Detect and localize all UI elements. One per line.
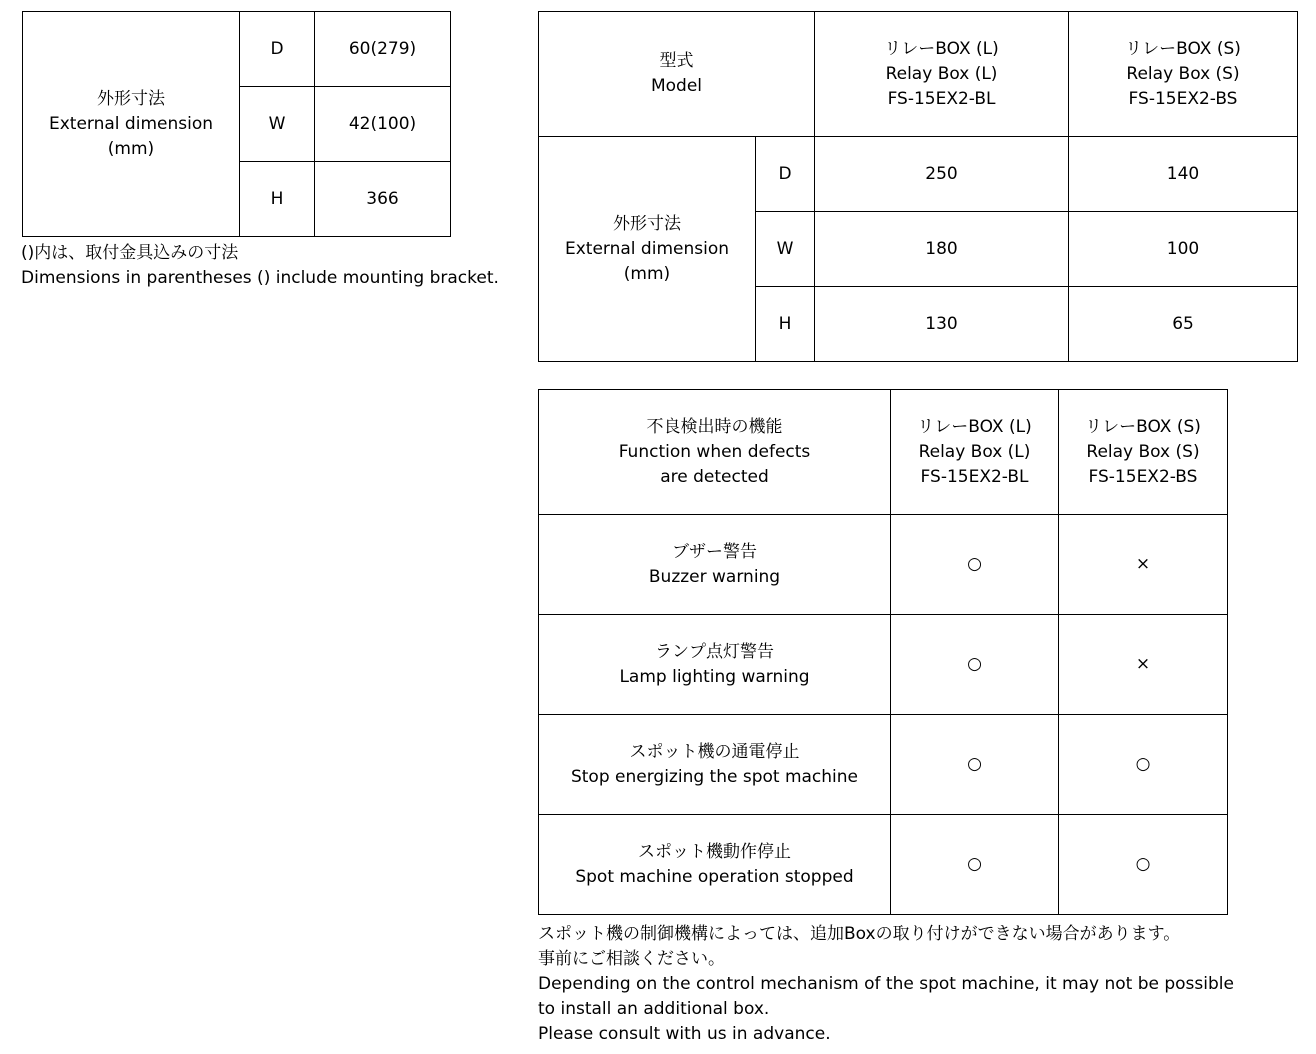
dimension-header-ja: 外形寸法 [97, 88, 165, 109]
function-lamp-en: Lamp lighting warning [619, 666, 810, 687]
note-line-2: 事前にご相談ください。 [538, 949, 725, 969]
function-col-l [891, 390, 1059, 515]
relay-dimension-header-en: External dimension [565, 238, 729, 259]
spot-machine-note [538, 922, 1234, 1047]
function-s-en: Relay Box (S) [1086, 441, 1200, 462]
relay-l-d-value: 250 [815, 137, 1069, 212]
table-row [539, 815, 1228, 915]
model-l-code: FS-15EX2-BL [887, 88, 996, 109]
function-lamp [539, 615, 891, 715]
relay-l-w-value: 180 [815, 212, 1069, 287]
relay-box-dimension-table [538, 11, 1298, 362]
model-s-ja: リレーBOX (S) [1125, 38, 1241, 59]
function-col-s [1059, 390, 1228, 515]
function-lamp-ja: ランプ点灯警告 [655, 641, 774, 662]
function-buzzer-en: Buzzer warning [648, 566, 781, 587]
dimension-header-cell [23, 12, 240, 237]
model-header-s [1069, 12, 1298, 137]
model-l-en: Relay Box (L) [885, 63, 998, 84]
dim-value-d: 60(279) [315, 12, 451, 87]
note-line-3: Depending on the control mechanism of the spot machine, it may not be possible [538, 974, 1234, 994]
bracket-note-ja: ()内は、取付金具込みの寸法 [21, 243, 239, 263]
bracket-note-en: Dimensions in parentheses () include mounting bracket. [21, 268, 499, 288]
note-line-5: Please consult with us in advance. [538, 1024, 831, 1044]
relay-dimension-header-unit: (mm) [623, 263, 671, 284]
function-buzzer-ja: ブザー警告 [672, 541, 757, 562]
table-row [539, 715, 1228, 815]
relay-dim-label-d: D [756, 137, 815, 212]
dim-label-h: H [240, 162, 315, 237]
table-row [539, 515, 1228, 615]
bracket-note [21, 241, 499, 291]
dimension-header-en: External dimension [49, 113, 213, 134]
function-header-en2: are detected [660, 466, 769, 487]
function-l-code: FS-15EX2-BL [920, 466, 1029, 487]
buzzer-s-mark: × [1059, 515, 1228, 615]
function-energizing-ja: スポット機の通電停止 [629, 741, 800, 762]
dimension-header-unit: (mm) [107, 138, 155, 159]
note-line-4: to install an additional box. [538, 999, 770, 1019]
dim-label-d: D [240, 12, 315, 87]
defect-function-table [538, 389, 1228, 915]
note-line-1: スポット機の制御機構によっては、追加Boxの取り付けができない場合があります。 [538, 924, 1181, 944]
function-operation [539, 815, 891, 915]
model-label-cell [539, 12, 815, 137]
function-l-en: Relay Box (L) [918, 441, 1031, 462]
dimension-table-main [22, 11, 451, 237]
energizing-l-mark: ○ [891, 715, 1059, 815]
relay-s-h-value: 65 [1069, 287, 1298, 362]
model-label-en: Model [650, 76, 703, 96]
function-buzzer [539, 515, 891, 615]
operation-s-mark: ○ [1059, 815, 1228, 915]
function-operation-en: Spot machine operation stopped [575, 866, 854, 887]
relay-dim-label-w: W [756, 212, 815, 287]
dim-label-w: W [240, 87, 315, 162]
function-header-en1: Function when defects [618, 441, 811, 462]
model-l-ja: リレーBOX (L) [884, 38, 999, 59]
function-header-ja: 不良検出時の機能 [646, 416, 783, 437]
relay-dim-label-h: H [756, 287, 815, 362]
dim-value-w: 42(100) [315, 87, 451, 162]
function-l-ja: リレーBOX (L) [917, 416, 1032, 437]
energizing-s-mark: ○ [1059, 715, 1228, 815]
dim-value-h: 366 [315, 162, 451, 237]
model-s-en: Relay Box (S) [1126, 63, 1240, 84]
function-energizing-en: Stop energizing the spot machine [570, 766, 859, 787]
model-header-l [815, 12, 1069, 137]
function-header-cell [539, 390, 891, 515]
table-row [539, 615, 1228, 715]
relay-dimension-header-cell [539, 137, 756, 362]
relay-l-h-value: 130 [815, 287, 1069, 362]
model-label-ja: 型式 [659, 51, 694, 71]
lamp-s-mark: × [1059, 615, 1228, 715]
buzzer-l-mark: ○ [891, 515, 1059, 615]
lamp-l-mark: ○ [891, 615, 1059, 715]
relay-s-w-value: 100 [1069, 212, 1298, 287]
operation-l-mark: ○ [891, 815, 1059, 915]
function-energizing [539, 715, 891, 815]
function-s-ja: リレーBOX (S) [1085, 416, 1201, 437]
relay-s-d-value: 140 [1069, 137, 1298, 212]
function-s-code: FS-15EX2-BS [1088, 466, 1198, 487]
function-operation-ja: スポット機動作停止 [638, 841, 791, 862]
model-s-code: FS-15EX2-BS [1128, 88, 1238, 109]
relay-dimension-header-ja: 外形寸法 [613, 213, 681, 234]
